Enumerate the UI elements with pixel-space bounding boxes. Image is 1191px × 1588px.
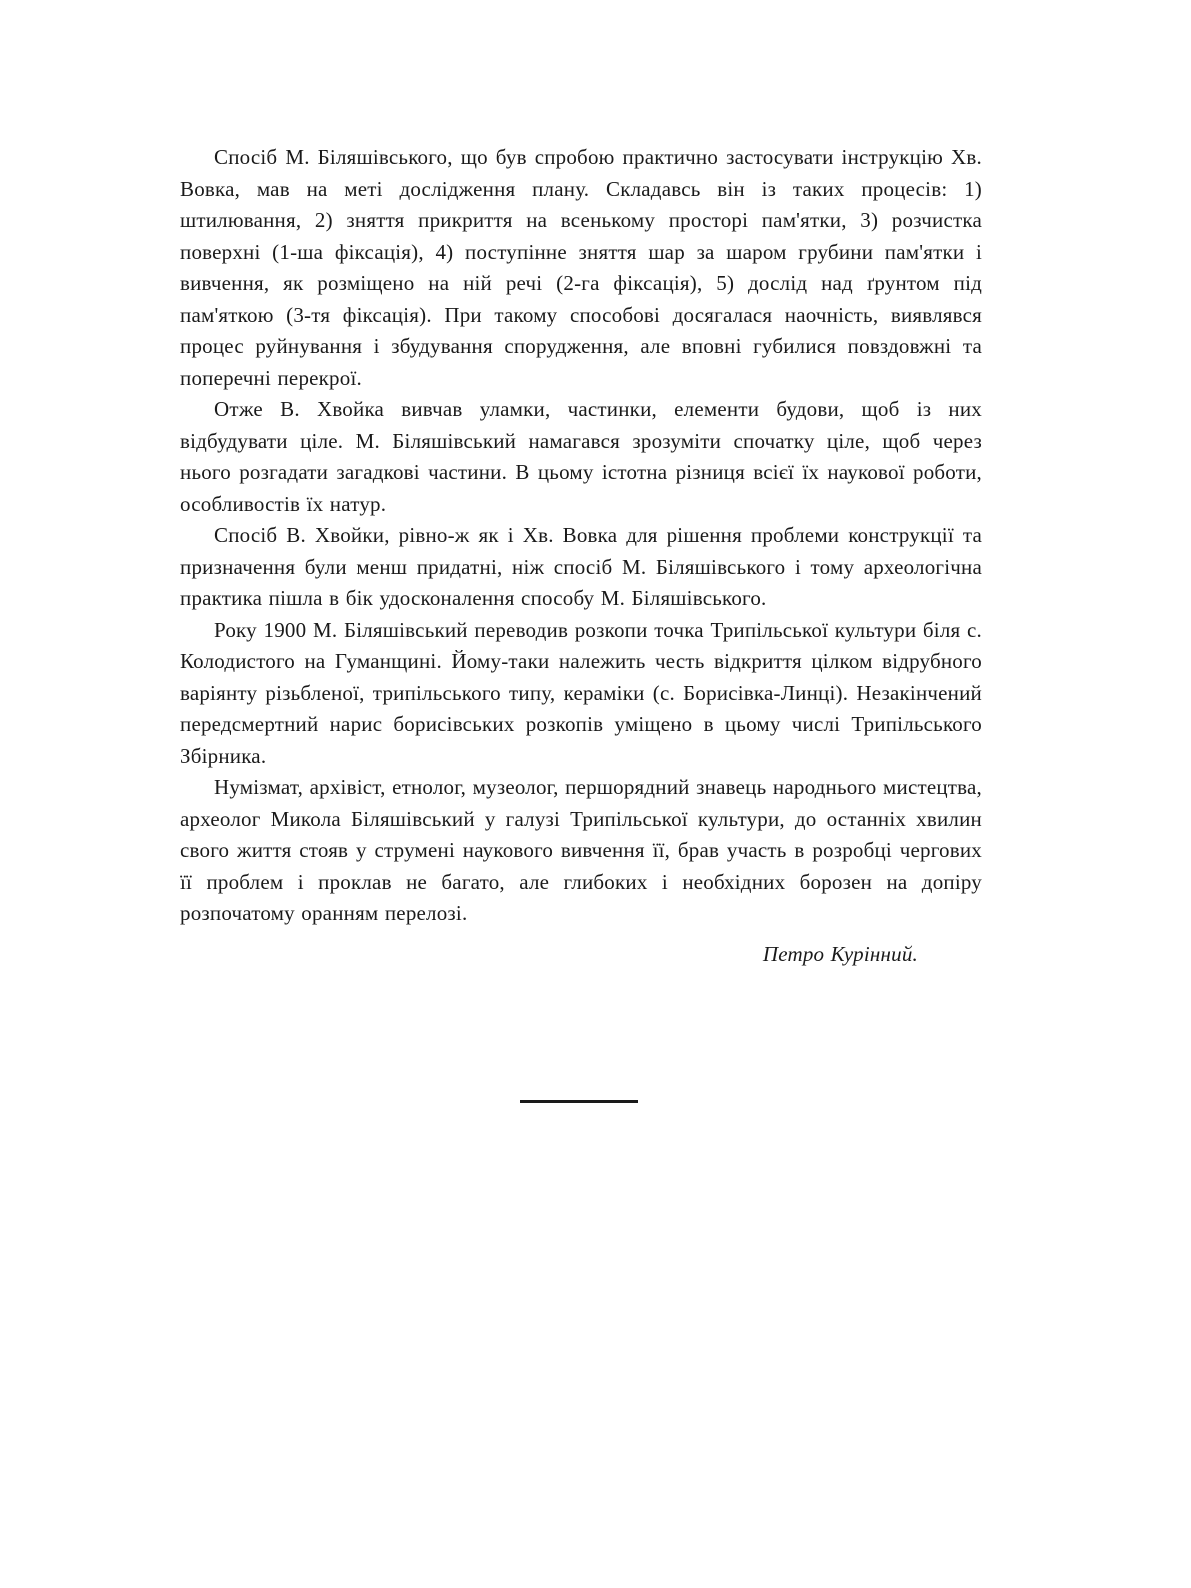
author-signature: Петро Курінний. [762, 941, 918, 966]
body-text [180, 142, 982, 970]
paragraph-3: Спосіб В. Хвойки, рівно-ж як і Хв. Вовка для рішення проблеми конструкції та призначення були менш придатні, ніж спосіб М. Біляшівського і тому археологічна практика пішла в бік удосконалення способу М. Біляшівського. [180, 523, 982, 610]
paragraph-2: Отже В. Хвойка вивчав уламки, частинки, елементи будови, щоб із них відбудувати ціле. М. Біляшівський намагався зрозуміти спочатку ціле, щоб через нього розгадати загадкові частини. В цьому істотна різниця всієї їх наукової роботи, особливостів їх натур. [180, 397, 982, 516]
paragraph-1: Спосіб М. Біляшівського, що був спробою практично застосувати інструкцію Хв. Вовка, мав на меті дослідження плану. Складавсь він із таких процесів: 1) штилювання, 2) зняття прикриття на всенькому просторі пам'ятки, 3) розчистка поверхні (1-ша фіксація), 4) поступінне зняття шар за шаром грубини пам'ятки і вивчення, як розміщено на ній речі (2-га фіксація), 5) дослід над ґрунтом під пам'яткою (3-тя фіксація). При такому способові досягалася наочність, виявлявся процес руйнування і збудування спорудження, але вповні губилися повздовжні та поперечні перекрої. [180, 145, 982, 390]
paragraph-5: Нумізмат, архівіст, етнолог, музеолог, першорядний знавець народнього мистецтва, археолог Микола Біляшівський у галузі Трипільської культури, до останніх хвилин свого життя стояв у струмені наукового вивчення її, брав участь в розробці чергових її проблем і проклав не багато, але глибоких і необхідних борозен на допіру розпочатому оранням перелозі. [180, 775, 982, 925]
paragraph-4: Року 1900 М. Біляшівський переводив розкопи точка Трипільської культури біля с. Колодистого на Гуманщині. Йому-таки належить честь відкриття цілком відрубного варіянту різьбленої, трипільського типу, кераміки (с. Борисівка-Линці). Незакінчений передсмертний нарис борисівських розкопів уміщено в цьому числі Трипільського Збірника. [180, 617, 982, 768]
section-divider [520, 1100, 638, 1103]
